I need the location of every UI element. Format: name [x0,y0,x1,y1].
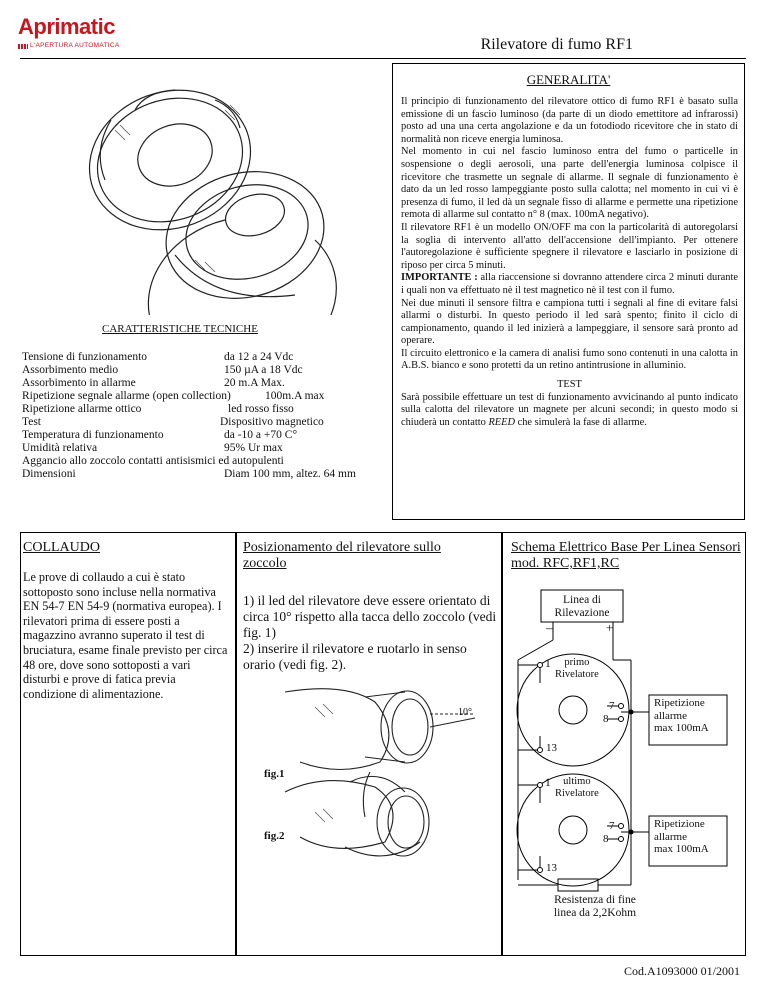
generalita-text [401,96,738,429]
test-text-part: Sarà possibile effettuare un test di funzionamento avvicinando al punto indicato sulla calotta del rilevatore un magnete per alcuni secondi; in questo modo si chiuderà un contatto [401,391,738,428]
repeat-line: Ripetizione [654,818,705,830]
generalita-paragraph: Il circuito elettronico e la camera di analisi fumo sono contenuti in una calotta in A.B.S. bianco e sono protetti da un retino antintrusione in alluminio. [401,347,738,372]
generalita-paragraph: Il rilevatore RF1 è un modello ON/OFF ma con la particolarità di autoregolarsi la soglia di intervento all'atto dell'accensione dell'impianto. Per ottenere l'autoregolazione è sufficiente spegnere il rilevatore e lasciarlo in posizione di riposo per circa 5 minuti. [401,221,738,271]
spec-value: da -10 a +70 C° [224,429,298,441]
line-label-1: Linea di [563,594,601,606]
spec-label: Assorbimento medio [22,364,119,376]
spec-value: 95% Ur max [224,442,283,454]
minus-terminal: – [546,620,553,635]
detector-product-drawing [75,70,340,315]
repeat-line: allarme [654,830,687,843]
test-heading: TEST [557,379,582,391]
first-terminal-7: 7 [609,700,615,712]
spec-label: Tensione di funzionamento [22,351,148,363]
spec-value: 150 µA a 18 Vdc [224,364,303,376]
repeat-line: max 100mA [654,843,709,855]
positioning-step-2: 2) inserire il rilevatore e ruotarlo in senso orario (vedi fig. 2). [243,641,467,672]
repeat-line: allarme [654,709,687,722]
document-code: Cod.A1093000 01/2001 [623,964,740,978]
wiring-diagram [503,580,745,920]
spec-value: Diam 100 mm, altez. 64 mm [224,468,356,480]
spec-label: Ripetizione segnale allarme (open collection) [22,390,231,402]
page-title: Rilevatore di fumo RF1 [480,36,633,53]
generalita-heading: GENERALITA' [526,72,611,87]
logo-wordmark: Aprimatic [18,14,115,39]
last-label-1: ultimo [563,776,591,787]
spec-value: 100m.A max [265,390,325,402]
reed-term: REED [488,416,515,428]
first-terminal-1: 1 [545,658,551,670]
spec-label: Test [22,416,41,428]
resistor-line: Resistenza di fine [554,894,636,906]
spec-label: Assorbimento in allarme [22,377,136,389]
positioning-step-1: 1) il led del rilevatore deve essere orientato di circa 10° rispetto alla tacca dello zoccolo (vedi fig. 1) [243,593,497,640]
important-text: alla riaccensione si dovranno attendere circa 2 minuti durante i quali non va effettuato nè il test magnetico nè il test con il fumo. [401,272,738,296]
first-detector-label [555,657,599,681]
generalita-paragraph: Nel momento in cui nel fascio luminoso entra del fumo o particelle in sospensione o degli aerosoli, una parte dell'energia luminosa colpisce il ricevitore che trasmette un segnale di allarme. Il segnale di funzionamento è dato da un led rosso lampeggiante posto sulla calotta; nel momento in cui vi è presenza di fumo, il led dà un segnale fisso di allarme e permette una ripetizione remota di allarme sul contatto n° 8 (max. 100mA negativo). [401,146,738,221]
important-label: IMPORTANTE : [401,272,478,284]
fig2-label: fig.2 [264,830,285,842]
collaudo-heading: COLLAUDO [23,540,100,555]
specs-title: CARATTERISTICHE TECNICHE [102,323,258,335]
generalita-box [392,63,745,520]
spec-value: da 12 a 24 Vdc [224,351,294,363]
logo-bars-icon [18,44,28,49]
spec-value: Dispositivo magnetico [220,416,324,428]
header-rule [20,58,746,59]
first-terminal-8: 8 [603,713,609,725]
last-detector-label [555,776,599,800]
aprimatic-logo [18,14,128,54]
last-terminal-13: 13 [546,862,557,874]
spec-value: led rosso fisso [228,403,294,415]
fig1-label: fig.1 [264,768,285,780]
last-terminal-1: 1 [545,777,551,789]
angle-label: 10° [458,707,472,718]
important-note [401,272,738,297]
collaudo-text: Le prove di collaudo a cui è stato sottoposto sono incluse nella normativa EN 54-7 EN 54-9 (normativa europea). I rilevatori prima di essere posti a magazzino avranno superato il test di bruciatura, esame finale previsto per circa 48 ore, dove sono sottoposti a vari disturbi e prove di fatica previa condizione di alimentazione. [23,570,228,701]
spec-label: Ripetizione allarme ottico [22,403,142,415]
plus-terminal: + [606,620,614,635]
spec-value: 20 m.A Max. [224,377,285,389]
first-label-1: primo [564,657,590,668]
generalita-paragraph: Nei due minuti il sensore filtra e campiona tutti i segnali al fine di evitare falsi allarmi o disturbi. In questo periodo il led sarà spento; finito il ciclo di campionamento, quando il led inizierà a lampeggiare, il sensore sarà pronto ad operare. [401,297,738,347]
test-text [401,392,738,430]
line-label [542,594,622,620]
last-terminal-7: 7 [609,820,615,832]
specs-section [22,323,382,493]
repeat-label-2 [654,818,709,856]
repeat-line: max 100mA [654,722,709,734]
resistor-line: linea da 2,2Kohm [553,907,637,919]
spec-label: Temperatura di funzionamento [22,429,164,441]
spec-label: Umidità relativa [22,442,98,454]
repeat-label-1 [654,697,709,735]
first-terminal-13: 13 [546,742,557,754]
generalita-paragraph: Il principio di funzionamento del rilevatore ottico di fumo RF1 è basato sulla emissione di un fascio luminoso (da parte di un diodo emettitore ad infrarossi) posto ad una una certa angolazione e da un fotodiodo ricevitore che in stato di normalità non riceve energia luminosa. [401,96,738,145]
schema-heading: Schema Elettrico Base Per Linea Sensori mod. RFC,RF1,RC [511,540,741,571]
spec-label: Dimensioni [22,468,76,480]
line-label-2: Rilevazione [554,607,610,619]
spec-label: Aggancio allo zoccolo contatti antisismici ed autopulenti [22,455,284,467]
last-terminal-8: 8 [603,833,609,845]
positioning-heading: Posizionamento del rilevatore sullo zoccolo [243,540,441,571]
positioning-steps [243,593,498,673]
first-label-2: Rivelatore [555,669,599,680]
test-text-part: che simulerà la fase di allarme. [514,416,647,428]
last-label-2: Rivelatore [555,788,599,799]
logo-tagline: L'APERTURA AUTOMATICA [30,42,120,49]
repeat-line: Ripetizione [654,697,705,709]
resistor-label [540,894,650,920]
